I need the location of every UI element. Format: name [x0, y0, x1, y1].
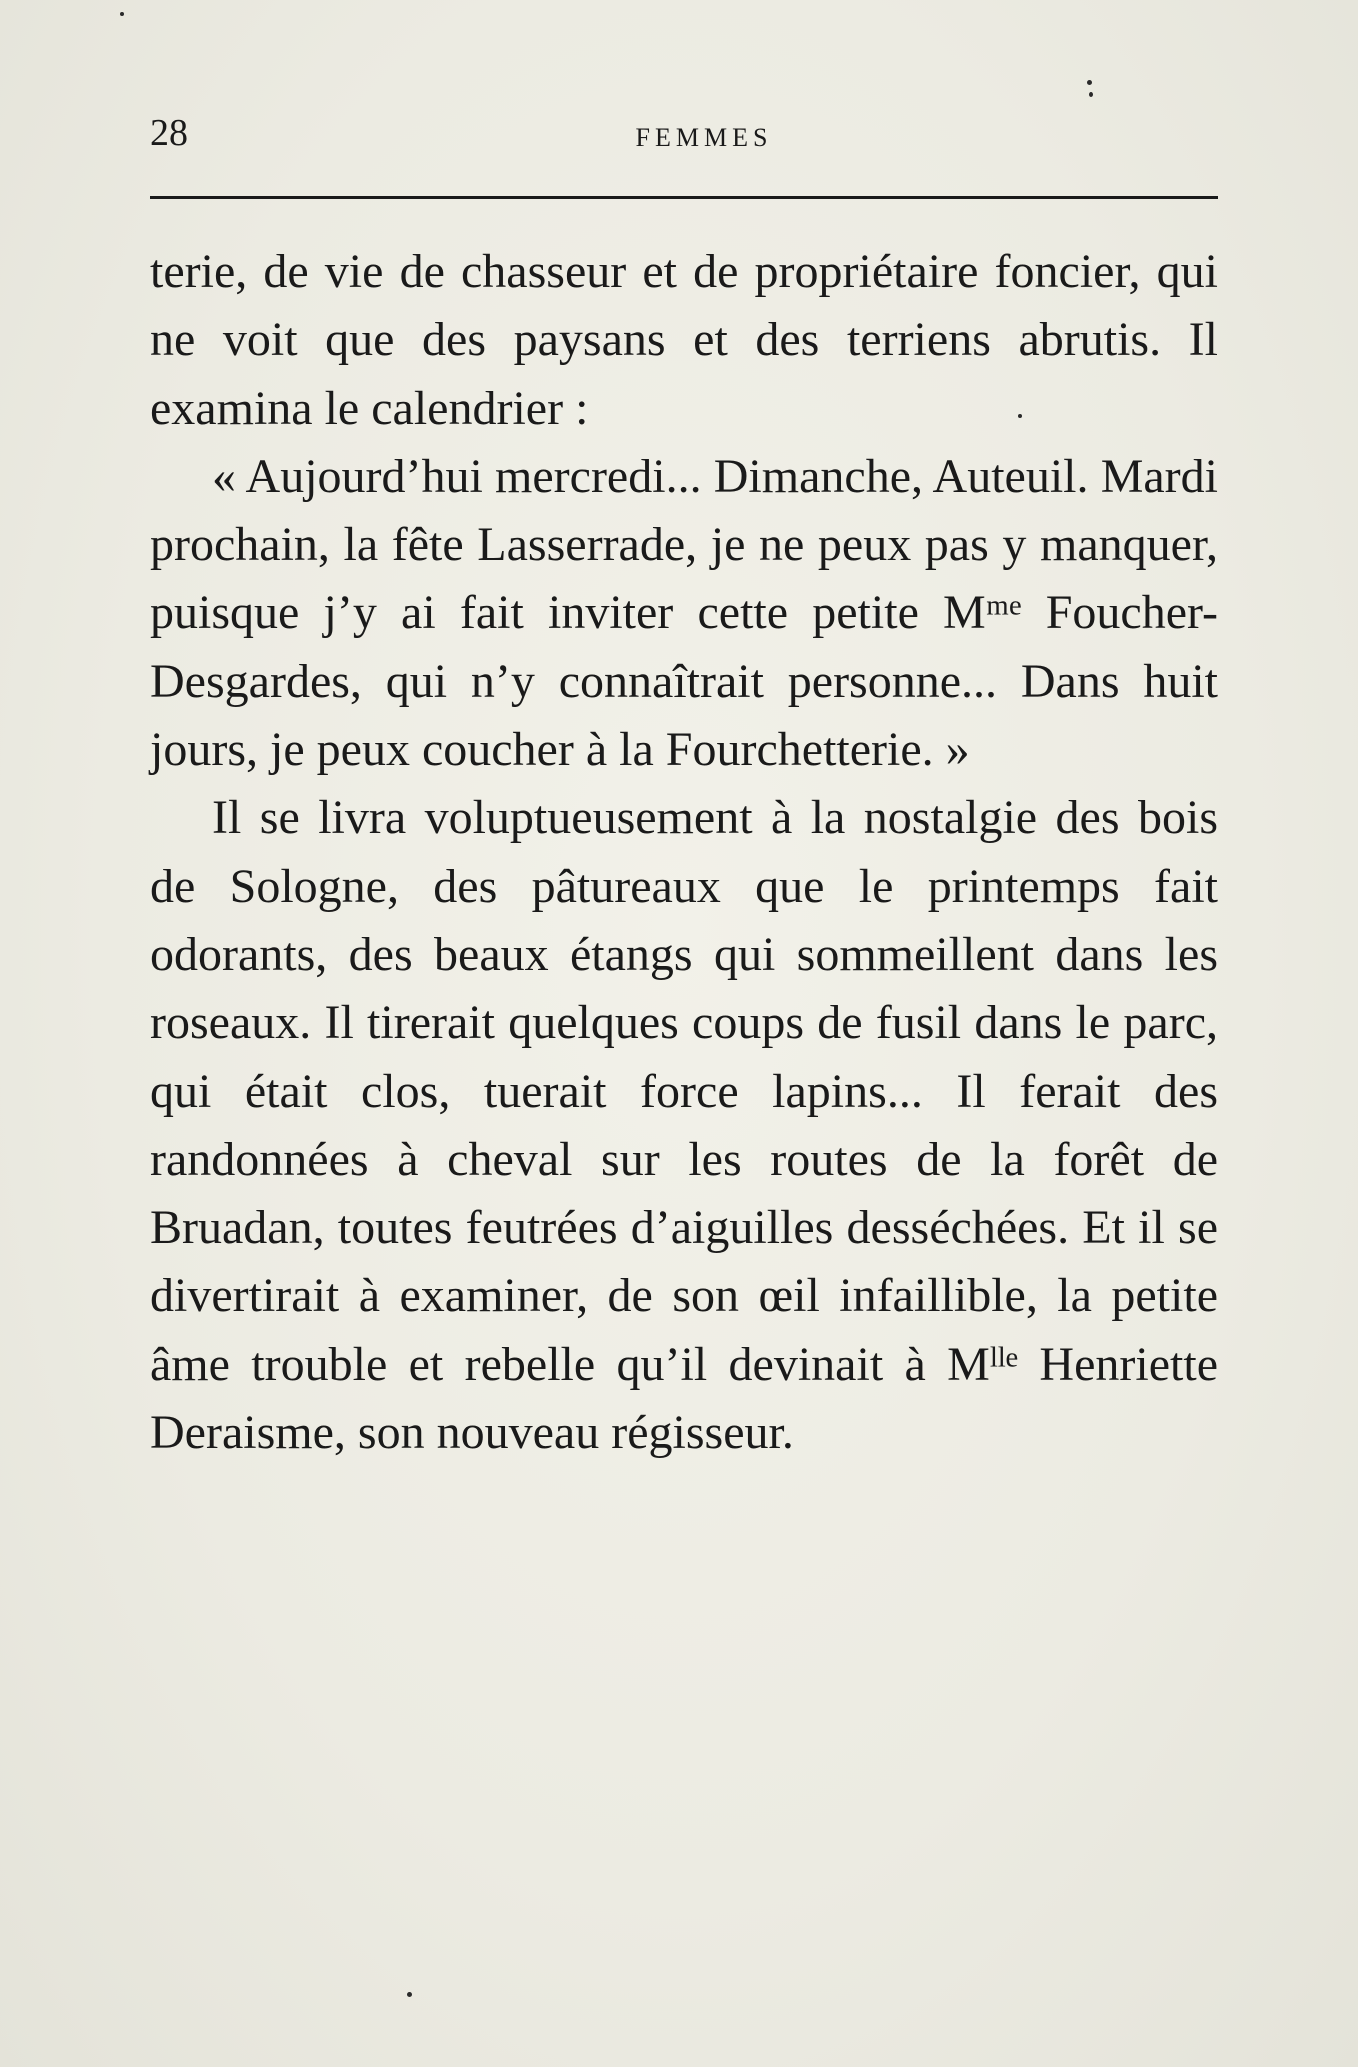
ink-speck — [407, 1992, 412, 1997]
body-text — [150, 238, 1218, 1467]
paragraph-narrative: Il se livra voluptueusement à la nostalgie des bois de Sologne, des pâtureaux que le printemps fait odorants, des beaux étangs qui sommeillent dans les roseaux. Il tirerait quelques coups de fusil dans le parc, qui était clos, tuerait force lapins... Il ferait des randonnées à cheval sur les routes de la forêt de Bruadan, toutes feutrées d’aiguilles desséchées. Et il se divertirait à examiner, de son œil infaillible, la petite âme trouble et rebelle qu’il devinait à Mˡˡᵉ Henriette Deraisme, son nouveau régisseur. — [150, 791, 1218, 1460]
ink-speck — [1089, 92, 1093, 97]
ink-speck — [1087, 80, 1092, 85]
paragraph-continued: terie, de vie de chasseur et de propriétaire foncier, qui ne voit que des paysans et des terriens abrutis. Il examina le calendrier : — [150, 245, 1218, 435]
running-head: FEMMES — [635, 123, 773, 152]
paragraph-dialogue: « Aujourd’hui mercredi... Dimanche, Auteuil. Mardi prochain, la fête Lasserrade, je ne peux pas y manquer, puisque j’y ai fait inviter cette petite Mᵐᵉ Foucher-Desgardes, qui n’y connaîtrait personne... Dans huit jours, je peux coucher à la Fourchetterie. » — [150, 449, 1218, 777]
page-number: 28 — [150, 112, 188, 154]
ink-speck — [120, 12, 124, 16]
page-header — [150, 108, 1218, 158]
header-rule — [150, 196, 1218, 199]
